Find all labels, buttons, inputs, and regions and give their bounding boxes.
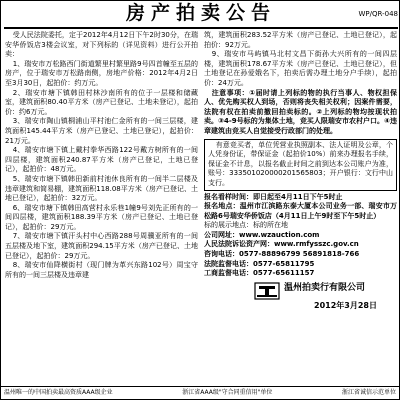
footer-bar: [1, 386, 399, 399]
footer-credit-unit: 浙江省AAA级"守合同重信用"单位: [182, 389, 273, 396]
header: [1, 1, 400, 28]
intro-paragraph: 受人民法院委托，定于2012年4月12日下午2时30分，在瑞安华侨饭店3楼会议室，对下列标的（详见资料）进行公开拍卖：: [5, 31, 198, 59]
court-website-link[interactable]: www.rmfysszc.gov.cn: [274, 240, 359, 249]
company-logo-icon: [254, 282, 280, 300]
bidder-requirements-box: [204, 139, 397, 191]
industry-supervision-phone-row: [204, 269, 397, 279]
company-name: 温州拍卖行有限公司: [284, 282, 366, 293]
inquiry-phone-row: [204, 250, 397, 260]
left-column: [5, 31, 198, 379]
company-website-link[interactable]: www.wzauction.com: [239, 230, 320, 239]
lot-item-6: 6、瑞安市塘下镇韩田高营村永乐巷1幢9号刘先正所有的一间四层楼，建筑面积188.39平方米（房产已登记、土地已登记），起拍价：29万元。: [5, 203, 198, 231]
right-column: [204, 31, 397, 386]
lot-item-2: 2、瑞安市塘下镇韩田村林沙南所有的位于一层楼和储藏室，建筑面积80.40平方米（房产已登记、土地未登记），起拍价：约6万元。: [5, 88, 198, 116]
lot-item-9: 9、瑞安市马屿镇马北村文昌下街孙大兴所有的一间四层楼，建筑面积178.67平方米（房产已登记、土地已登记），但土地登记在孙爱娥名下，拍卖后需办理土地分户手续），起拍价：24万元。: [204, 50, 397, 87]
industry-supervision-phone-label: 工商监督电话：: [204, 269, 253, 278]
lot-item-5: 5、瑞安市塘下镇韩田新前村池休良所有的一间半二层楼及违章建筑和简易棚，建筑面积118.08平方米（房产已登记、土地已登记），起拍价：32万元。: [5, 174, 198, 203]
announcement-date: 2012年3月28日: [314, 300, 377, 310]
signature-block: [204, 281, 397, 301]
notice-text: ①届时请上列标的物的执行当事人、物权担保人、优先购买权人到场，否则将丧失相关权利；因案件需要，法院有权在拍卖前撤回拍卖标的。②上列标的物均按现状拍卖。③4-9号标的为集体土地，竞买人限瑞安市农村户口。④违章建筑由竞买人自觉接受行政部门的处理。: [204, 88, 397, 135]
registration-place: 报名地点：温州市江滨路东泰大厦本公司业务一部、瑞安市万松路6号瑞安华侨饭店（4月11日上午9时至下午5时止）: [204, 202, 397, 220]
page-title: 房产拍卖公告: [125, 2, 276, 24]
company-website-label: 公司网址：: [204, 230, 239, 239]
lot-item-3: 3、瑞安市陶山镇桐浦山平村池仁金所有的一间三层楼，建筑面积145.44平方米（房产已登记、土地已登记），起拍价：21万元。: [5, 117, 198, 145]
lot-item-7: 7、瑞安市塘下镇汗头村中心西路288号周骥亚所有的一间五层楼及地下室，建筑面积294.15平方米（房产已登记、土地已登记），起拍价：29万元。: [5, 232, 198, 260]
inquiry-phone: 0577-88896799 56891818-766: [239, 250, 360, 259]
court-website-row: [204, 240, 397, 250]
notice-section: [204, 89, 397, 137]
registration-time: 报名看样时间：即日起至4月11日下午5时止: [204, 192, 343, 201]
lot-item-4: 4、瑞安市塘下镇上戴村拳华西路122号戴方树所有的一间四层楼，建筑面积240.87平方米（房产已登记，土地已登记），起拍价：48万元。: [5, 146, 198, 174]
exhibit-location: 标的展示地点：标的所在地: [204, 221, 288, 230]
lot-item-1: 1、瑞安市万松路西门街道繁里村繁里路9号四首幢至五层的房产，位于瑞安市万松路南侧，房地产价格：2012年4月2日至3月30日，起拍价：约万元。: [5, 59, 198, 87]
court-supervision-phone: 0577-65811795: [253, 259, 315, 268]
court-supervision-phone-row: [204, 260, 397, 270]
footer-integrity-unit: 浙江省诚信示范单位: [341, 389, 396, 396]
footer-qualification: 温州唯一的中国拍卖最高资质AAA级企业: [4, 389, 113, 396]
document-code: WP/QR-048: [358, 10, 398, 18]
court-supervision-phone-label: 法院监督电话：: [204, 259, 253, 268]
notice-heading: 注意事项：: [211, 88, 250, 97]
bidder-requirements-text: 有意竞买者，单位凭营业执照副本、法人证明及公章，个人凭身份证，带保证金（起拍价10%）前来办理报名手续，保证金不计息，以报名截止时间之前到达本公司账户为准，账号：333501020000201565803；开户银行：文行中山支行。: [208, 140, 393, 187]
lot-item-8-continued: 筑，建筑面积283.52平方米（房产已登记、土地已登记），起拍价：92万元。: [204, 31, 397, 49]
lot-item-8: 8、瑞安市仙降横街村（现门牌为革兴东路102号）周宝守所有的一间三层楼及违章建: [5, 261, 198, 279]
industry-supervision-phone: 0577-65611157: [253, 269, 315, 278]
inquiry-phone-label: 咨询电话：: [204, 250, 239, 259]
header-divider: [4, 27, 398, 29]
court-website-label: 人民法院诉讼资产网：: [204, 240, 274, 249]
